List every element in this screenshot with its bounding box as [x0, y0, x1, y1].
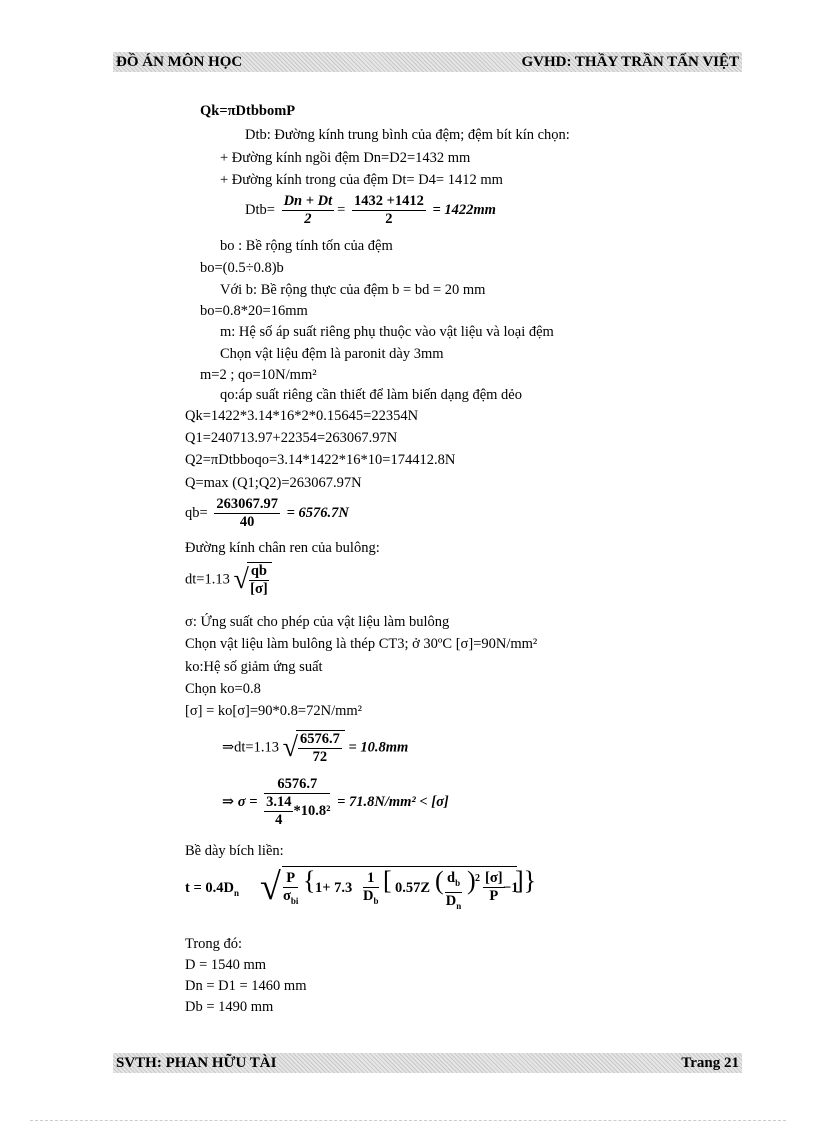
eq-dt-num: qb — [250, 563, 267, 579]
eq-dtb-den2: 2 — [385, 211, 393, 227]
eq-dt2-result: = 10.8mm — [348, 739, 409, 756]
eq-qb-den: 40 — [239, 514, 255, 530]
eq-sigma-lhs: ⇒ σ = — [222, 793, 258, 810]
footer-left: SVTH: PHAN HỮU TÀI — [116, 1055, 277, 1071]
eq-qb-lhs: qb= — [185, 504, 208, 521]
eq-sigma-den — [264, 794, 330, 829]
eq-dt2-lhs: ⇒dt=1.13 — [222, 739, 279, 756]
line-q-max: Q=max (Q1;Q2)=263067.97N — [185, 475, 362, 491]
eq-sigma-den-num: 3.14 — [266, 794, 292, 810]
eq-dtb-num1: Dn + Dt — [283, 193, 333, 209]
line-flange-thickness: Bề dày bích liền: — [185, 843, 284, 859]
line-sigma-def: σ: Ứng suất cho phép của vật liệu làm bulông — [185, 614, 450, 630]
eq-dt-lhs: dt=1.13 — [185, 571, 230, 588]
line-ko-def: ko:Hệ số giảm ứng suất — [185, 659, 323, 675]
line-qk-formula: Qk=πDtbbomP — [200, 103, 296, 119]
line-m-def: m: Hệ số áp suất riêng phụ thuộc vào vật liệu và loại đệm — [220, 324, 554, 340]
line-bo-range: bo=(0.5÷0.8)b — [200, 260, 284, 276]
line-where: Trong đó: — [185, 936, 243, 952]
line-db: Db = 1490 mm — [185, 999, 274, 1015]
line-d: D = 1540 mm — [185, 957, 267, 973]
line-ct3: Chọn vật liệu làm bulông là thép CT3; ở 30ºC [σ]=90N/mm² — [185, 636, 538, 652]
line-bo-value: bo=0.8*20=16mm — [200, 303, 308, 319]
footer-band — [113, 1053, 742, 1073]
line-m-qo: m=2 ; qo=10N/mm² — [200, 367, 317, 383]
line-q1-value: Q1=240713.97+22354=263067.97N — [185, 430, 398, 446]
line-bo-def: bo : Bề rộng tính tốn của đệm — [220, 238, 393, 254]
line-root-diameter: Đường kính chân ren của bulông: — [185, 540, 380, 556]
eq-sigma — [222, 776, 449, 829]
line-qo-def: qo:áp suất riêng cần thiết để làm biến dạng đệm dẻo — [220, 387, 522, 403]
eq-dtb-lhs: Dtb= — [245, 201, 275, 218]
sqrt-sign: √ $\frac{qb}{[\sigma]}$ — [233, 562, 272, 598]
eq-sigma-result: = 71.8N/mm² < [σ] — [337, 793, 449, 810]
sqrt-sign: √ $\frac{6576.7}{72}$ — [283, 730, 345, 766]
line-qk-value: Qk=1422*3.14*16*2*0.15645=22354N — [185, 408, 419, 424]
eq-qb-result: = 6576.7N — [286, 504, 349, 521]
eq-dtb-result: = 1422mm — [432, 201, 496, 218]
line-dtb-def: Dtb: Đường kính trung bình của đệm; đệm bít kín chọn: — [245, 127, 570, 143]
eq-sigma-den-frac — [264, 794, 293, 829]
eq-qb-num: 263067.97 — [216, 496, 278, 512]
page-bottom-divider — [30, 1120, 786, 1121]
eq-dt2-frac — [298, 731, 342, 766]
eq-sigma-frac — [264, 776, 330, 829]
footer-right: Trang 21 — [681, 1055, 739, 1071]
eq-sigma-num: 6576.7 — [264, 776, 330, 794]
eq-dt2-den: 72 — [312, 749, 328, 765]
eq-sigma-den-tail: *10.8² — [293, 802, 331, 819]
line-q2-value: Q2=πDtbboqo=3.14*1422*16*10=174412.8N — [185, 452, 456, 468]
eq-dtb-den1: 2 — [304, 211, 312, 227]
eq-dtb: Dtb= $\frac{Dn + Dt}{2}$ = $\frac{1432 +1412}{2}$ = 1422mm — [245, 193, 496, 227]
header-left: ĐỒ ÁN MÔN HỌC — [116, 54, 243, 70]
line-ko-choice: Chọn ko=0.8 — [185, 681, 261, 697]
line-material: Chọn vật liệu đệm là paronit dày 3mm — [220, 346, 444, 362]
eq-dt2 — [222, 730, 408, 766]
eq-dtb-frac1 — [282, 193, 335, 228]
eq-dtb-num2: 1432 +1412 — [353, 193, 424, 209]
eq-qb — [185, 496, 349, 531]
eq-dtb-frac2 — [352, 193, 426, 228]
line-b-def: Với b: Bề rộng thực của đệm b = bd = 20 mm — [220, 282, 486, 298]
eq-sigma-den-den: 4 — [275, 812, 283, 828]
eq-qb-frac — [214, 496, 280, 531]
header-band — [113, 52, 742, 72]
line-inner-diameter: + Đường kính trong của đệm Dt= D4= 1412 mm — [220, 172, 503, 188]
line-outer-diameter: + Đường kính ngồi đệm Dn=D2=1432 mm — [220, 150, 471, 166]
eq-dt2-num: 6576.7 — [299, 731, 340, 747]
header-right: GVHD: THẦY TRẦN TẤN VIỆT — [521, 54, 739, 70]
line-sigma-value: [σ] = ko[σ]=90*0.8=72N/mm² — [185, 703, 363, 719]
eq-dt-frac — [249, 563, 269, 598]
eq-dt — [185, 562, 272, 598]
eq-dt-den: [σ] — [250, 581, 268, 597]
line-dn: Dn = D1 = 1460 mm — [185, 978, 307, 994]
